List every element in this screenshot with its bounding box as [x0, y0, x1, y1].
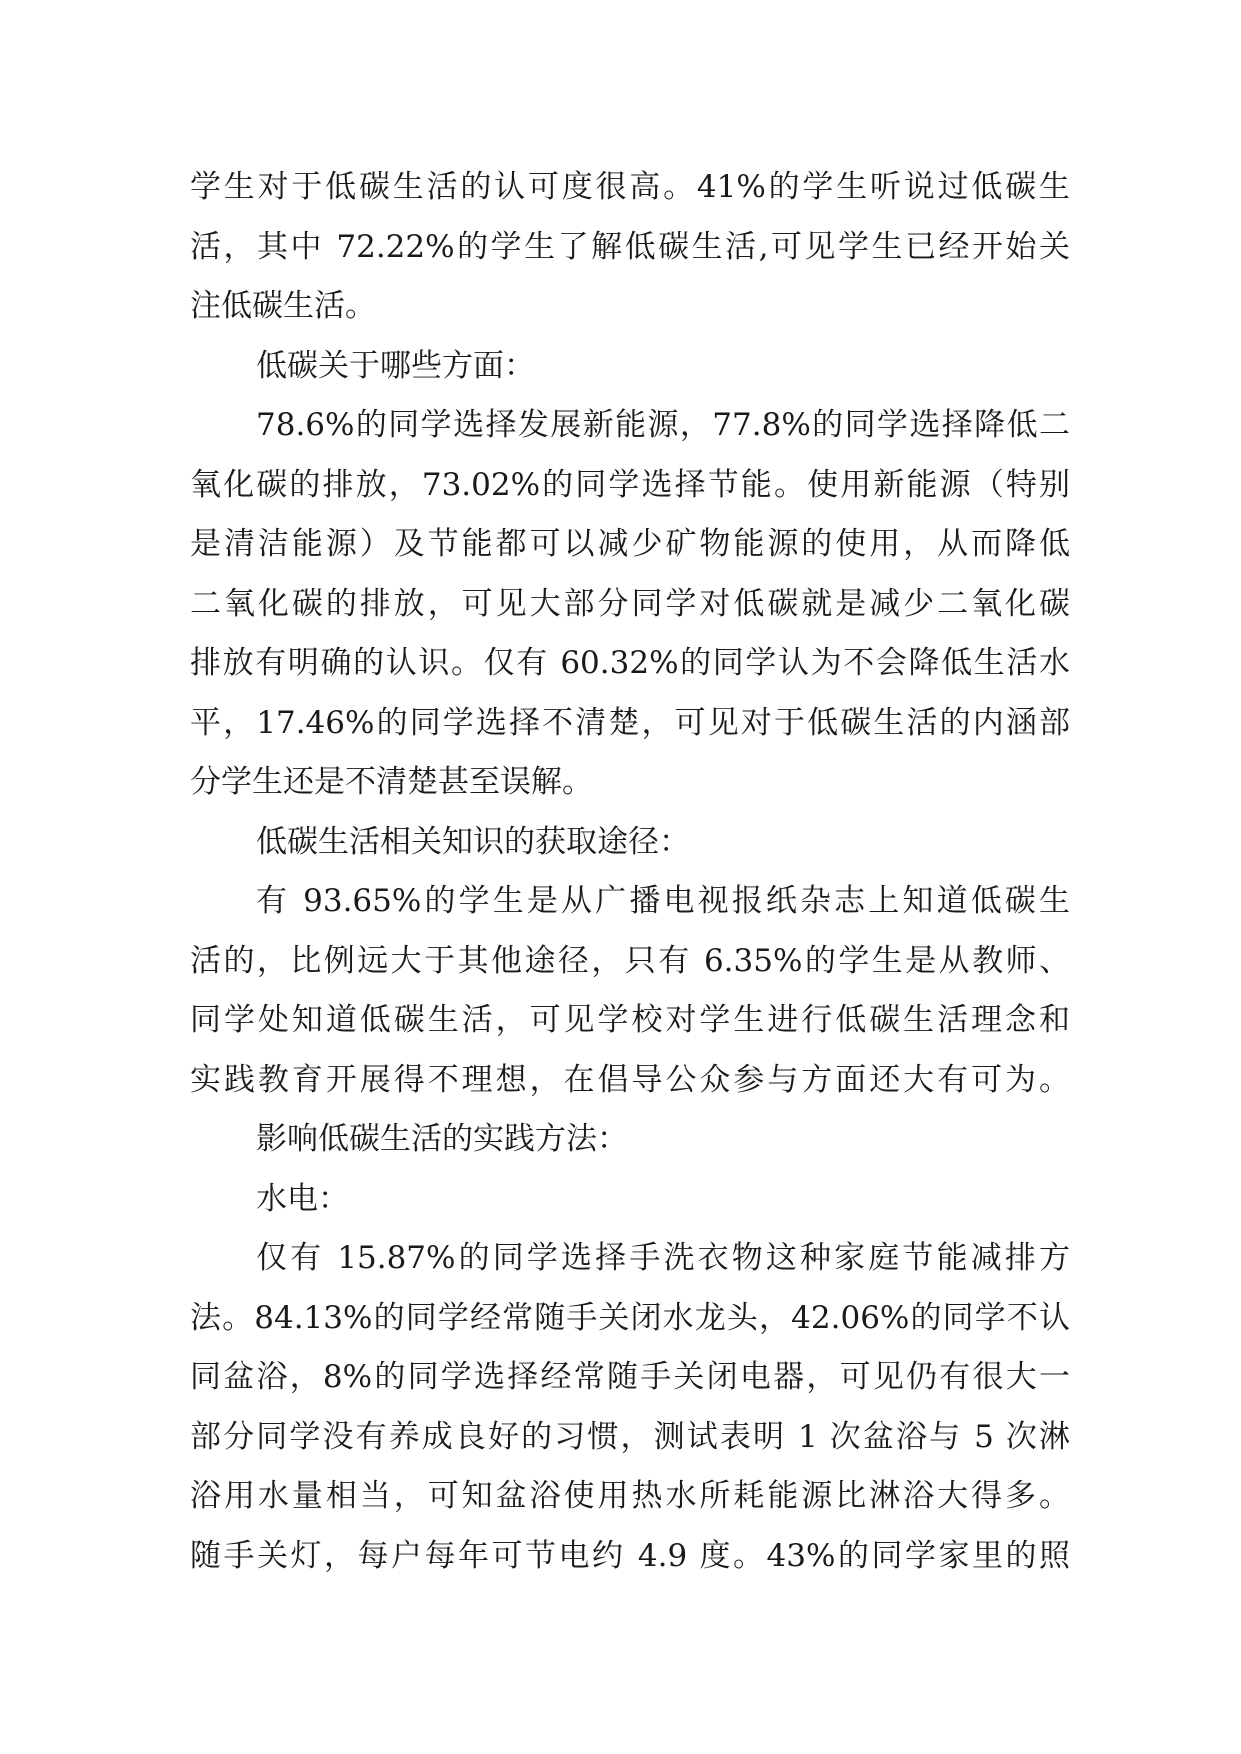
text-line: 随手关灯，每户每年可节电约 4.9 度。43%的同学家里的照 [190, 1537, 1070, 1574]
section-heading: 水电： [256, 1180, 349, 1217]
text-line: 浴用水量相当，可知盆浴使用热水所耗能源比淋浴大得多。 [190, 1478, 1070, 1514]
text-line: 仅有 15.87%的同学选择手洗衣物这种家庭节能减排方 [256, 1240, 1070, 1276]
text-line: 分学生还是不清楚甚至误解。 [190, 764, 593, 800]
text-line: 二氧化碳的排放，可见大部分同学对低碳就是减少二氧化碳 [190, 585, 1070, 622]
text-line: 实践教育开展得不理想，在倡导公众参与方面还大有可为。 [190, 1061, 1070, 1098]
section-heading: 影响低碳生活的实践方法： [256, 1121, 628, 1157]
text-line: 活，其中 72.22%的学生了解低碳生活,可见学生已经开始关 [190, 228, 1070, 265]
text-line: 有 93.65%的学生是从广播电视报纸杂志上知道低碳生 [256, 883, 1070, 919]
text-line: 活的，比例远大于其他途径，只有 6.35%的学生是从教师、 [190, 942, 1070, 979]
text-line: 注低碳生活。 [190, 288, 376, 324]
text-line: 同盆浴，8%的同学选择经常随手关闭电器，可见仍有很大一 [190, 1359, 1070, 1395]
text-line: 法。84.13%的同学经常随手关闭水龙头，42.06%的同学不认 [190, 1299, 1070, 1336]
section-heading: 低碳生活相关知识的获取途径： [256, 823, 690, 860]
text-line: 同学处知道低碳生活，可见学校对学生进行低碳生活理念和 [190, 1002, 1070, 1038]
text-line: 排放有明确的认识。仅有 60.32%的同学认为不会降低生活水 [190, 645, 1070, 681]
text-line: 平，17.46%的同学选择不清楚，可见对于低碳生活的内涵部 [190, 704, 1070, 741]
text-line: 学生对于低碳生活的认可度很高。41%的学生听说过低碳生 [190, 169, 1070, 205]
text-line: 氧化碳的排放，73.02%的同学选择节能。使用新能源（特别 [190, 466, 1070, 503]
section-heading: 低碳关于哪些方面： [256, 347, 535, 384]
text-line: 部分同学没有养成良好的习惯，测试表明 1 次盆浴与 5 次淋 [190, 1418, 1070, 1455]
text-line: 78.6%的同学选择发展新能源，77.8%的同学选择降低二 [256, 407, 1070, 443]
document-body [190, 158, 1070, 1586]
text-line: 是清洁能源）及节能都可以减少矿物能源的使用，从而降低 [190, 526, 1070, 562]
